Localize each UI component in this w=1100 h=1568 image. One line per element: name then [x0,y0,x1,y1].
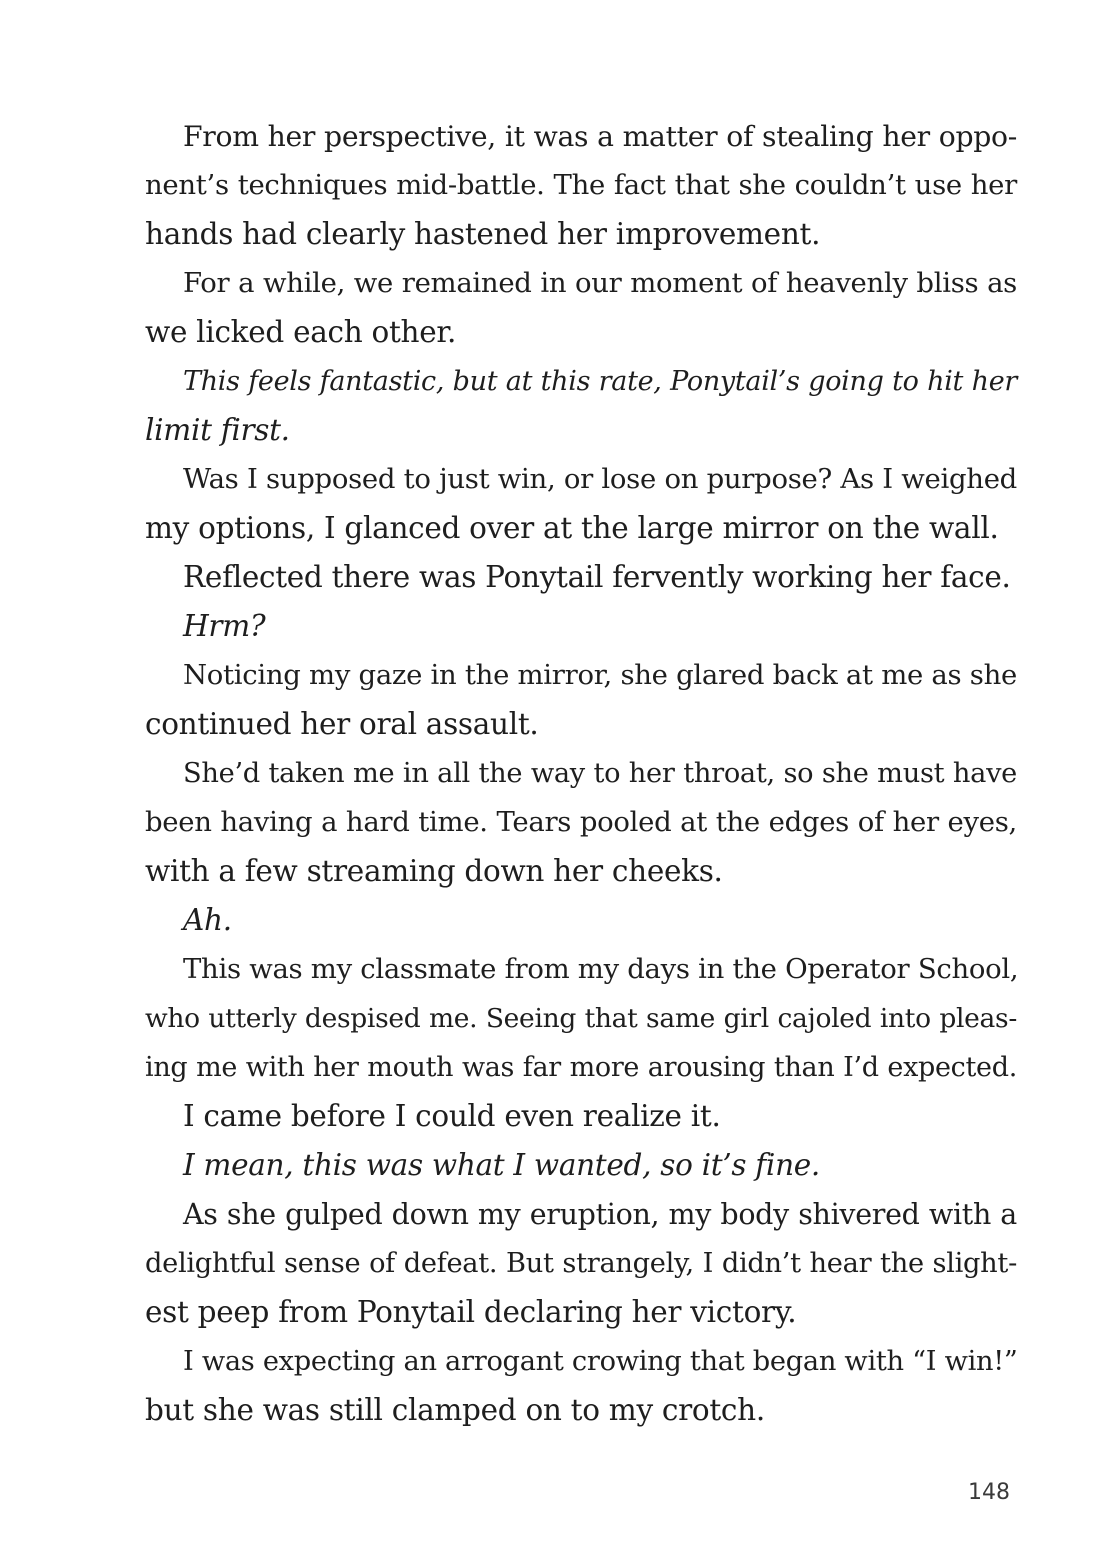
text-line: we licked each other. [145,315,457,349]
text-line: For a while, we remained in our moment of heavenly bliss as [183,267,1017,299]
text-line-italic: Hrm? [183,609,266,643]
text-line: From her perspective, it was a matter of stealing her oppo- [183,120,1017,153]
text-line: nent’s techniques mid-battle. The fact that she couldn’t use her [145,169,1017,201]
text-line: hands had clearly hastened her improvement. [145,217,821,251]
text-line: I was expecting an arrogant crowing that began with “I win!” [183,1346,1018,1377]
page-number: 148 [968,1480,1010,1505]
text-line: but she was still clamped on to my crotch. [145,1393,765,1427]
text-line: She’d taken me in all the way to her throat, so she must have [183,758,1017,789]
text-line: delightful sense of defeat. But strangely, I didn’t hear the slight- [145,1248,1017,1279]
text-line: ing me with her mouth was far more arousing than I’d expected. [145,1052,1017,1083]
text-line-italic: limit first. [145,413,290,447]
text-line: continued her oral assault. [145,707,539,741]
text-line: my options, I glanced over at the large mirror on the wall. [145,511,999,545]
text-line: with a few streaming down her cheeks. [145,854,723,888]
text-line-italic: This feels fantastic, but at this rate, Ponytail’s going to hit her [183,366,1017,397]
text-line-italic: Ah. [183,903,232,937]
text-line: Was I supposed to just win, or lose on purpose? As I weighed [183,463,1017,495]
text-line-italic: I mean, this was what I wanted, so it’s fine. [183,1148,820,1182]
text-line: who utterly despised me. Seeing that same girl cajoled into pleas- [145,1003,1017,1034]
text-line: been having a hard time. Tears pooled at the edges of her eyes, [145,806,1017,838]
text-line: Noticing my gaze in the mirror, she glared back at me as she [183,659,1017,691]
text-line: This was my classmate from my days in the Operator School, [183,953,1019,985]
body-text [145,112,1017,1435]
text-line: As she gulped down my eruption, my body shivered with a [183,1198,1017,1231]
text-line: est peep from Ponytail declaring her victory. [145,1295,797,1329]
text-line: I came before I could even realize it. [183,1099,721,1133]
text-line: Reflected there was Ponytail fervently working her face. [183,560,1011,594]
